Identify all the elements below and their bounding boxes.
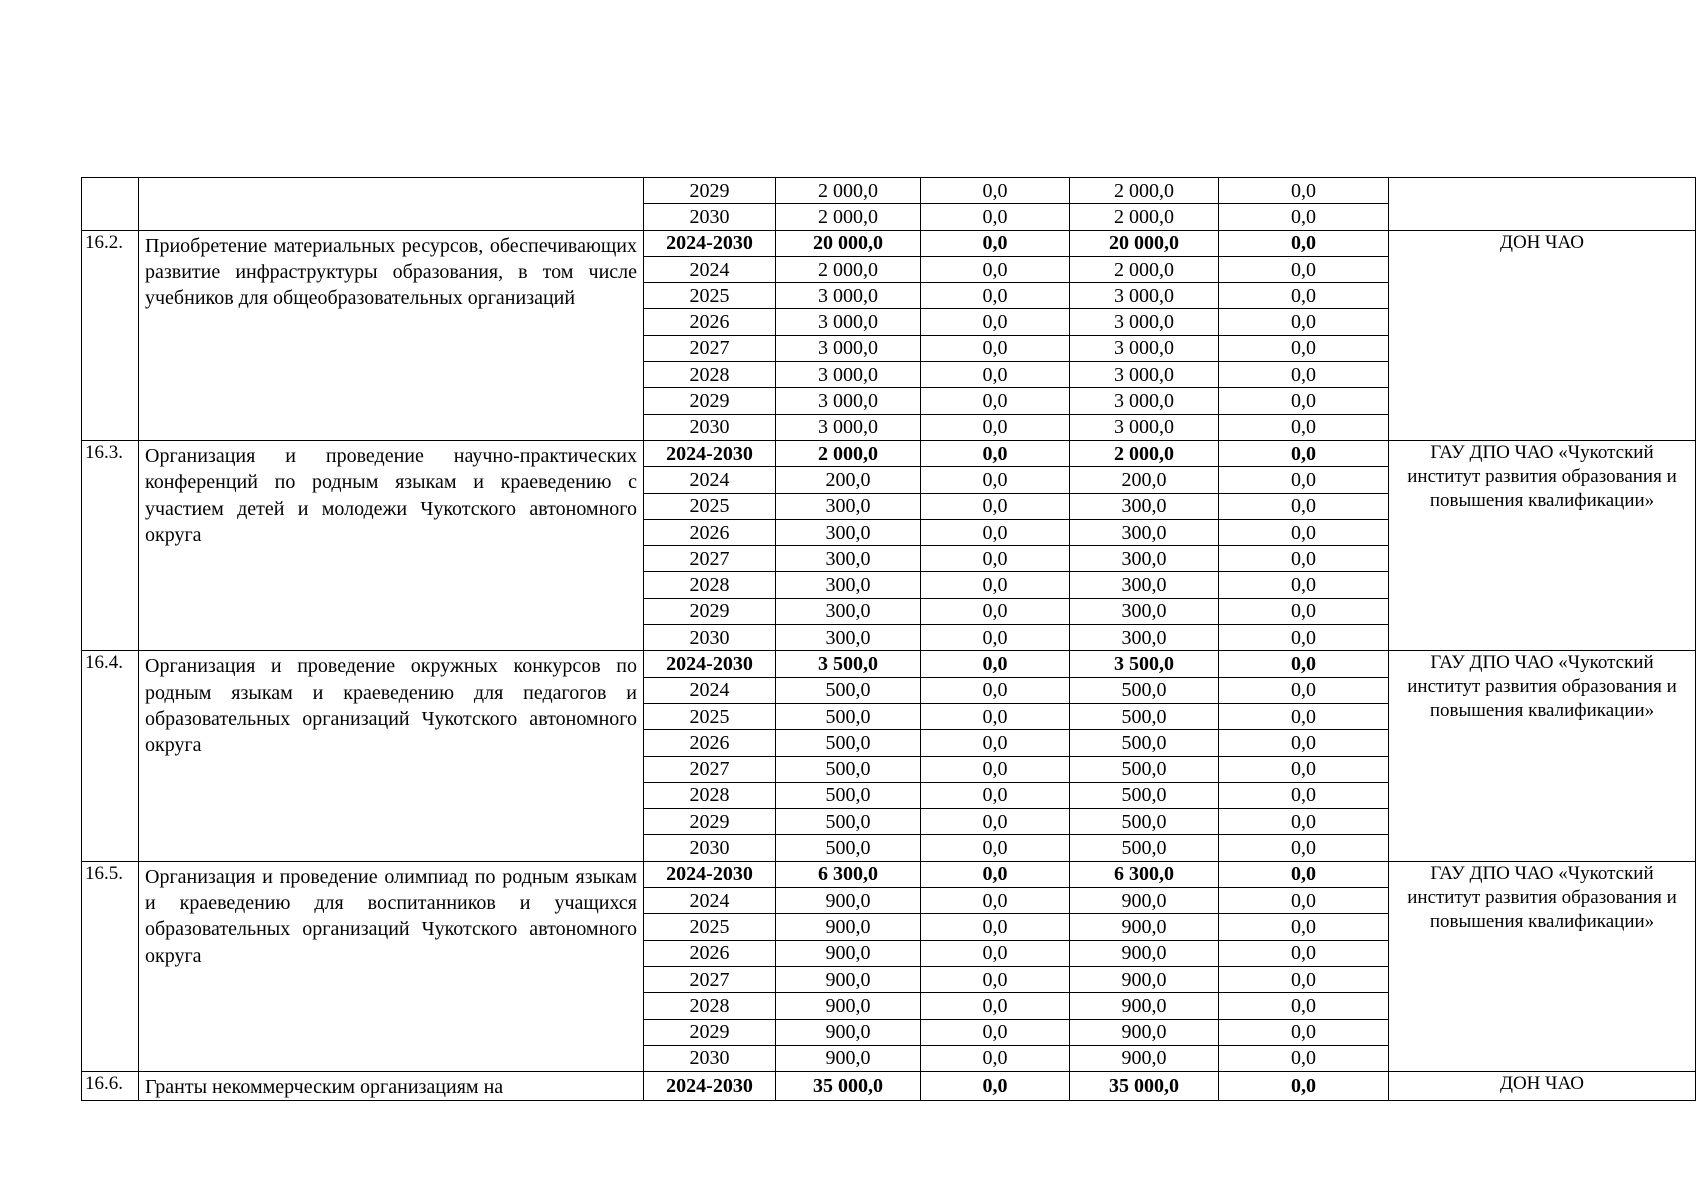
federal-budget-cell: 0,0 xyxy=(921,440,1070,466)
total-amount-cell: 300,0 xyxy=(776,546,921,572)
year-cell: 2027 xyxy=(644,546,776,572)
other-sources-cell: 0,0 xyxy=(1219,335,1389,361)
year-cell: 2029 xyxy=(644,598,776,624)
regional-budget-cell: 900,0 xyxy=(1070,940,1219,966)
federal-budget-cell: 0,0 xyxy=(921,677,1070,703)
other-sources-cell: 0,0 xyxy=(1219,414,1389,440)
other-sources-cell: 0,0 xyxy=(1219,598,1389,624)
regional-budget-cell: 2 000,0 xyxy=(1070,204,1219,230)
regional-budget-cell: 300,0 xyxy=(1070,625,1219,651)
regional-budget-cell: 2 000,0 xyxy=(1070,440,1219,466)
year-cell: 2026 xyxy=(644,309,776,335)
regional-budget-cell: 2 000,0 xyxy=(1070,178,1219,204)
other-sources-cell: 0,0 xyxy=(1219,204,1389,230)
total-amount-cell: 2 000,0 xyxy=(776,256,921,282)
item-number: 16.5. xyxy=(82,861,139,1071)
federal-budget-cell: 0,0 xyxy=(921,914,1070,940)
total-amount-cell: 3 000,0 xyxy=(776,388,921,414)
total-amount-cell: 500,0 xyxy=(776,782,921,808)
period-total-cell: 2024-2030 xyxy=(644,1072,776,1101)
year-cell: 2030 xyxy=(644,1045,776,1071)
total-amount-cell: 900,0 xyxy=(776,940,921,966)
year-cell: 2026 xyxy=(644,940,776,966)
total-amount-cell: 300,0 xyxy=(776,519,921,545)
year-cell: 2024 xyxy=(644,888,776,914)
other-sources-cell: 0,0 xyxy=(1219,256,1389,282)
total-amount-cell: 200,0 xyxy=(776,467,921,493)
federal-budget-cell: 0,0 xyxy=(921,546,1070,572)
other-sources-cell: 0,0 xyxy=(1219,782,1389,808)
regional-budget-cell: 900,0 xyxy=(1070,914,1219,940)
federal-budget-cell: 0,0 xyxy=(921,362,1070,388)
total-amount-cell: 900,0 xyxy=(776,966,921,992)
federal-budget-cell: 0,0 xyxy=(921,230,1070,256)
total-amount-cell: 3 000,0 xyxy=(776,362,921,388)
regional-budget-cell: 500,0 xyxy=(1070,677,1219,703)
total-amount-cell: 300,0 xyxy=(776,598,921,624)
other-sources-cell: 0,0 xyxy=(1219,467,1389,493)
other-sources-cell: 0,0 xyxy=(1219,178,1389,204)
year-cell: 2027 xyxy=(644,335,776,361)
other-sources-cell: 0,0 xyxy=(1219,993,1389,1019)
other-sources-cell: 0,0 xyxy=(1219,519,1389,545)
period-total-cell: 2024-2030 xyxy=(644,230,776,256)
federal-budget-cell: 0,0 xyxy=(921,256,1070,282)
federal-budget-cell: 0,0 xyxy=(921,809,1070,835)
regional-budget-cell: 300,0 xyxy=(1070,546,1219,572)
regional-budget-cell: 3 000,0 xyxy=(1070,335,1219,361)
regional-budget-cell: 35 000,0 xyxy=(1070,1072,1219,1101)
other-sources-cell: 0,0 xyxy=(1219,861,1389,887)
other-sources-cell: 0,0 xyxy=(1219,283,1389,309)
regional-budget-cell: 500,0 xyxy=(1070,835,1219,861)
other-sources-cell: 0,0 xyxy=(1219,677,1389,703)
total-amount-cell: 2 000,0 xyxy=(776,204,921,230)
other-sources-cell: 0,0 xyxy=(1219,230,1389,256)
federal-budget-cell: 0,0 xyxy=(921,730,1070,756)
period-total-cell: 2024-2030 xyxy=(644,440,776,466)
federal-budget-cell: 0,0 xyxy=(921,519,1070,545)
regional-budget-cell: 6 300,0 xyxy=(1070,861,1219,887)
year-cell: 2025 xyxy=(644,493,776,519)
total-amount-cell: 300,0 xyxy=(776,572,921,598)
federal-budget-cell: 0,0 xyxy=(921,888,1070,914)
executor: ДОН ЧАО xyxy=(1389,1072,1696,1101)
year-cell: 2030 xyxy=(644,625,776,651)
regional-budget-cell: 900,0 xyxy=(1070,1045,1219,1071)
year-cell: 2026 xyxy=(644,519,776,545)
year-cell: 2025 xyxy=(644,283,776,309)
regional-budget-cell: 500,0 xyxy=(1070,809,1219,835)
item-total-row xyxy=(82,1072,1696,1101)
other-sources-cell: 0,0 xyxy=(1219,362,1389,388)
other-sources-cell: 0,0 xyxy=(1219,1019,1389,1045)
federal-budget-cell: 0,0 xyxy=(921,467,1070,493)
other-sources-cell: 0,0 xyxy=(1219,835,1389,861)
year-cell: 2030 xyxy=(644,204,776,230)
federal-budget-cell: 0,0 xyxy=(921,414,1070,440)
other-sources-cell: 0,0 xyxy=(1219,756,1389,782)
item-name: Организация и проведение окружных конкурсов по родным языкам и краеведению для педагогов и образовательных организаций Чукотского автономного округа xyxy=(145,655,637,757)
year-cell: 2027 xyxy=(644,756,776,782)
total-amount-cell: 900,0 xyxy=(776,1019,921,1045)
federal-budget-cell: 0,0 xyxy=(921,572,1070,598)
item-number-cell xyxy=(82,178,139,231)
regional-budget-cell: 300,0 xyxy=(1070,493,1219,519)
item-total-row xyxy=(82,861,1696,887)
total-amount-cell: 2 000,0 xyxy=(776,440,921,466)
table-row xyxy=(82,178,1696,204)
item-name: Гранты некоммерческим организациям на xyxy=(145,1076,504,1099)
period-total-cell: 2024-2030 xyxy=(644,861,776,887)
item-total-row xyxy=(82,651,1696,677)
federal-budget-cell: 0,0 xyxy=(921,940,1070,966)
year-cell: 2027 xyxy=(644,966,776,992)
item-number: 16.6. xyxy=(82,1072,139,1101)
executor: ДОН ЧАО xyxy=(1389,230,1696,440)
total-amount-cell: 3 500,0 xyxy=(776,651,921,677)
other-sources-cell: 0,0 xyxy=(1219,914,1389,940)
executor: ГАУ ДПО ЧАО «Чукотский институт развития образования и повышения квалификации» xyxy=(1389,861,1696,1071)
federal-budget-cell: 0,0 xyxy=(921,1045,1070,1071)
year-cell: 2026 xyxy=(644,730,776,756)
item-name: Организация и проведение научно-практических конференций по родным языкам и краеведению с участием детей и молодежи Чукотского автономного округа xyxy=(145,444,637,546)
total-amount-cell: 900,0 xyxy=(776,888,921,914)
federal-budget-cell: 0,0 xyxy=(921,835,1070,861)
federal-budget-cell: 0,0 xyxy=(921,493,1070,519)
regional-budget-cell: 200,0 xyxy=(1070,467,1219,493)
regional-budget-cell: 900,0 xyxy=(1070,966,1219,992)
federal-budget-cell: 0,0 xyxy=(921,1072,1070,1101)
year-cell: 2029 xyxy=(644,1019,776,1045)
regional-budget-cell: 300,0 xyxy=(1070,598,1219,624)
other-sources-cell: 0,0 xyxy=(1219,625,1389,651)
executor-cell xyxy=(1389,178,1696,231)
year-cell: 2029 xyxy=(644,388,776,414)
total-amount-cell: 300,0 xyxy=(776,493,921,519)
federal-budget-cell: 0,0 xyxy=(921,309,1070,335)
federal-budget-cell: 0,0 xyxy=(921,966,1070,992)
total-amount-cell: 500,0 xyxy=(776,703,921,729)
year-cell: 2030 xyxy=(644,835,776,861)
regional-budget-cell: 500,0 xyxy=(1070,730,1219,756)
period-total-cell: 2024-2030 xyxy=(644,651,776,677)
federal-budget-cell: 0,0 xyxy=(921,335,1070,361)
year-cell: 2024 xyxy=(644,256,776,282)
year-cell: 2028 xyxy=(644,782,776,808)
federal-budget-cell: 0,0 xyxy=(921,283,1070,309)
regional-budget-cell: 3 000,0 xyxy=(1070,414,1219,440)
federal-budget-cell: 0,0 xyxy=(921,625,1070,651)
other-sources-cell: 0,0 xyxy=(1219,940,1389,966)
total-amount-cell: 900,0 xyxy=(776,914,921,940)
federal-budget-cell: 0,0 xyxy=(921,861,1070,887)
year-cell: 2028 xyxy=(644,993,776,1019)
regional-budget-cell: 900,0 xyxy=(1070,993,1219,1019)
federal-budget-cell: 0,0 xyxy=(921,756,1070,782)
item-name: Организация и проведение олимпиад по родным языкам и краеведению для воспитанников и учащихся образовательных организаций Чукотского автономного округа xyxy=(145,865,637,967)
total-amount-cell: 20 000,0 xyxy=(776,230,921,256)
regional-budget-cell: 20 000,0 xyxy=(1070,230,1219,256)
item-name-cell xyxy=(139,230,644,440)
total-amount-cell: 900,0 xyxy=(776,993,921,1019)
regional-budget-cell: 300,0 xyxy=(1070,519,1219,545)
other-sources-cell: 0,0 xyxy=(1219,888,1389,914)
regional-budget-cell: 500,0 xyxy=(1070,782,1219,808)
year-cell: 2028 xyxy=(644,572,776,598)
regional-budget-cell: 3 500,0 xyxy=(1070,651,1219,677)
total-amount-cell: 300,0 xyxy=(776,625,921,651)
other-sources-cell: 0,0 xyxy=(1219,546,1389,572)
total-amount-cell: 3 000,0 xyxy=(776,414,921,440)
total-amount-cell: 500,0 xyxy=(776,677,921,703)
executor: ГАУ ДПО ЧАО «Чукотский институт развития образования и повышения квалификации» xyxy=(1389,651,1696,861)
total-amount-cell: 3 000,0 xyxy=(776,283,921,309)
executor: ГАУ ДПО ЧАО «Чукотский институт развития образования и повышения квалификации» xyxy=(1389,440,1696,650)
other-sources-cell: 0,0 xyxy=(1219,703,1389,729)
total-amount-cell: 2 000,0 xyxy=(776,178,921,204)
total-amount-cell: 500,0 xyxy=(776,756,921,782)
federal-budget-cell: 0,0 xyxy=(921,388,1070,414)
item-name-cell xyxy=(139,178,644,231)
year-cell: 2030 xyxy=(644,414,776,440)
federal-budget-cell: 0,0 xyxy=(921,651,1070,677)
year-cell: 2025 xyxy=(644,703,776,729)
federal-budget-cell: 0,0 xyxy=(921,178,1070,204)
total-amount-cell: 6 300,0 xyxy=(776,861,921,887)
item-name: Приобретение материальных ресурсов, обеспечивающих развитие инфраструктуры образования, в том числе учебников для общеобразовательных организаций xyxy=(145,234,637,310)
year-cell: 2028 xyxy=(644,362,776,388)
other-sources-cell: 0,0 xyxy=(1219,388,1389,414)
regional-budget-cell: 3 000,0 xyxy=(1070,283,1219,309)
regional-budget-cell: 2 000,0 xyxy=(1070,256,1219,282)
federal-budget-cell: 0,0 xyxy=(921,204,1070,230)
item-name-cell xyxy=(139,440,644,650)
year-cell: 2025 xyxy=(644,914,776,940)
year-cell: 2024 xyxy=(644,467,776,493)
federal-budget-cell: 0,0 xyxy=(921,782,1070,808)
other-sources-cell: 0,0 xyxy=(1219,651,1389,677)
other-sources-cell: 0,0 xyxy=(1219,440,1389,466)
total-amount-cell: 500,0 xyxy=(776,809,921,835)
other-sources-cell: 0,0 xyxy=(1219,493,1389,519)
other-sources-cell: 0,0 xyxy=(1219,966,1389,992)
item-name-cell xyxy=(139,1072,644,1101)
item-name-cell xyxy=(139,861,644,1071)
budget-table xyxy=(81,177,1696,1101)
total-amount-cell: 3 000,0 xyxy=(776,335,921,361)
other-sources-cell: 0,0 xyxy=(1219,572,1389,598)
federal-budget-cell: 0,0 xyxy=(921,703,1070,729)
regional-budget-cell: 500,0 xyxy=(1070,703,1219,729)
federal-budget-cell: 0,0 xyxy=(921,1019,1070,1045)
year-cell: 2029 xyxy=(644,178,776,204)
item-total-row xyxy=(82,440,1696,466)
other-sources-cell: 0,0 xyxy=(1219,1072,1389,1101)
regional-budget-cell: 3 000,0 xyxy=(1070,309,1219,335)
other-sources-cell: 0,0 xyxy=(1219,309,1389,335)
federal-budget-cell: 0,0 xyxy=(921,993,1070,1019)
total-amount-cell: 500,0 xyxy=(776,730,921,756)
total-amount-cell: 500,0 xyxy=(776,835,921,861)
regional-budget-cell: 3 000,0 xyxy=(1070,388,1219,414)
federal-budget-cell: 0,0 xyxy=(921,598,1070,624)
regional-budget-cell: 3 000,0 xyxy=(1070,362,1219,388)
other-sources-cell: 0,0 xyxy=(1219,809,1389,835)
other-sources-cell: 0,0 xyxy=(1219,1045,1389,1071)
year-cell: 2029 xyxy=(644,809,776,835)
regional-budget-cell: 900,0 xyxy=(1070,1019,1219,1045)
total-amount-cell: 900,0 xyxy=(776,1045,921,1071)
item-number: 16.2. xyxy=(82,230,139,440)
total-amount-cell: 35 000,0 xyxy=(776,1072,921,1101)
regional-budget-cell: 900,0 xyxy=(1070,888,1219,914)
item-name-cell xyxy=(139,651,644,861)
other-sources-cell: 0,0 xyxy=(1219,730,1389,756)
total-amount-cell: 3 000,0 xyxy=(776,309,921,335)
year-cell: 2024 xyxy=(644,677,776,703)
item-number: 16.3. xyxy=(82,440,139,650)
item-number: 16.4. xyxy=(82,651,139,861)
regional-budget-cell: 500,0 xyxy=(1070,756,1219,782)
item-total-row xyxy=(82,230,1696,256)
regional-budget-cell: 300,0 xyxy=(1070,572,1219,598)
